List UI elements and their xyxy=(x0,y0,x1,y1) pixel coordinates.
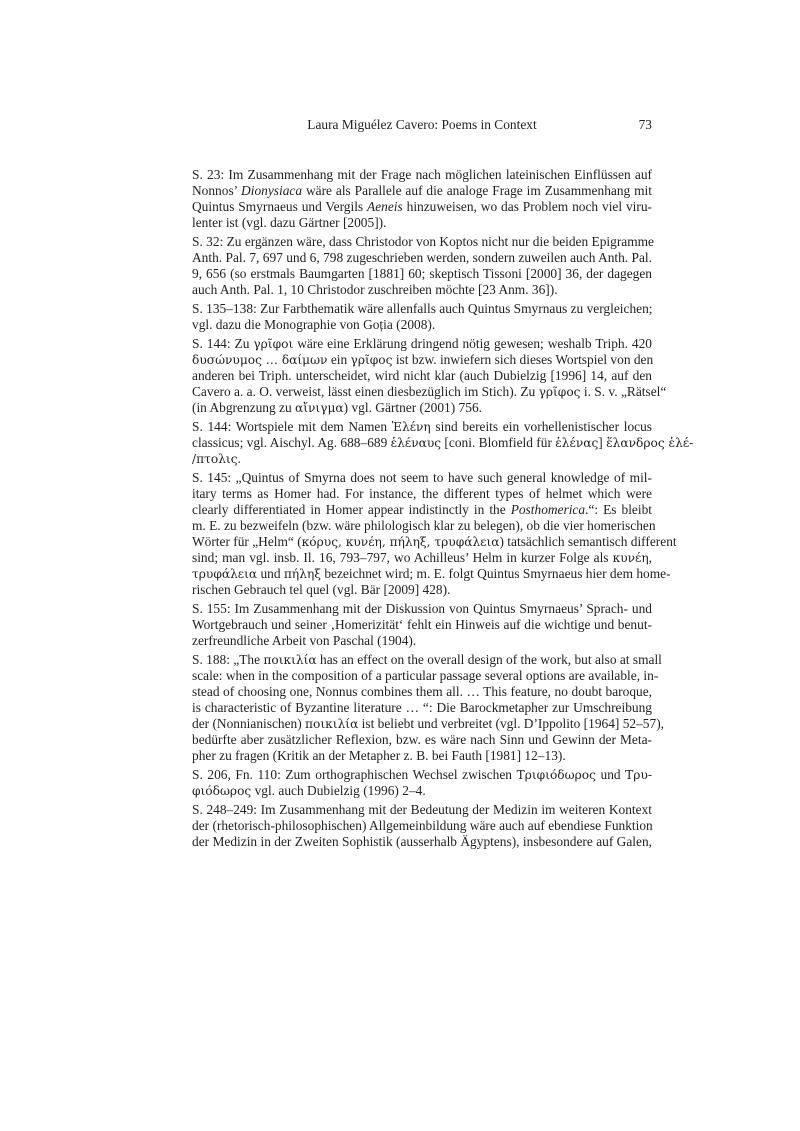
text-segment: Wortgebrauch und seiner ‚Homerizität‘ fehlt ein Hinweis auf die wichtige und benut- xyxy=(192,617,652,632)
text-segment: hinzuweisen, wo das Problem noch viel viru- xyxy=(402,199,652,214)
text-segment: vgl. dazu die Monographie von Goția (2008). xyxy=(192,317,436,332)
text-line xyxy=(192,802,652,818)
text-line xyxy=(192,550,652,566)
text-segment: .“: Es bleibt xyxy=(585,502,652,517)
text-line xyxy=(192,633,652,649)
text-line xyxy=(192,215,652,231)
text-segment: pher zu fragen (Kritik an der Metapher z. B. bei Fauth [1981] 12–13). xyxy=(192,748,566,763)
text-segment: S. 135–138: Zur Farbthematik wäre allenfalls auch Quintus Smyrnaus zu vergleichen; xyxy=(192,301,653,316)
text-line xyxy=(192,684,652,700)
text-segment: und xyxy=(257,566,284,581)
text-segment: ist bzw. inwiefern sich dieses Wortspiel von den xyxy=(392,352,654,367)
text-segment: S. 188: „The xyxy=(192,652,264,667)
text-segment: zerfreundliche Arbeit von Paschal (1904). xyxy=(192,633,417,648)
text-line xyxy=(192,384,667,400)
text-segment: classicus; vgl. Aischyl. Ag. 688–689 xyxy=(192,435,391,450)
greek-text: κυνέη xyxy=(612,551,649,565)
text-segment: S. 155: Im Zusammenhang mit der Diskussion von Quintus Smyrnaeus’ Sprach- und xyxy=(192,601,652,616)
text-segment: Quintus Smyrnaeus und Vergils xyxy=(192,199,368,214)
text-segment: scale: when in the composition of a particular passage several options are available, in- xyxy=(192,668,659,683)
italic-title: Posthomerica xyxy=(510,502,586,517)
italic-title: Dionysiaca xyxy=(241,183,303,198)
text-line xyxy=(192,748,652,764)
text-segment: Cavero a. a. O. verweist, lässt einen diesbezüglich im Stich). Zu xyxy=(192,384,539,399)
text-segment: is characteristic of Byzantine literature … “: Die Barockmetapher zur Umschreibung xyxy=(192,700,652,715)
text-line xyxy=(192,700,652,716)
text-line xyxy=(192,818,652,834)
text-segment: S. 144: Zu xyxy=(192,336,254,351)
text-line xyxy=(192,167,652,183)
review-note xyxy=(192,301,652,333)
review-note xyxy=(192,167,652,231)
text-segment: wäre eine Erklärung dringend nötig gewesen; weshalb Triph. 420 xyxy=(293,336,652,351)
running-title: Laura Miguélez Cavero: Poems in Context xyxy=(307,117,537,132)
text-line xyxy=(192,566,671,582)
running-header xyxy=(192,116,652,134)
text-segment: stead of choosing one, Nonnus combines them all. … This feature, no doubt baroque, xyxy=(192,684,652,699)
greek-text: /πτολις xyxy=(192,452,238,466)
text-line xyxy=(192,183,652,199)
text-segment: ) tatsächlich semantisch different xyxy=(499,534,677,549)
greek-text: αἴνιγμα xyxy=(295,401,344,415)
text-line xyxy=(192,199,652,215)
text-line xyxy=(192,336,652,352)
text-line xyxy=(192,301,652,317)
text-line xyxy=(192,767,652,783)
text-line xyxy=(192,601,652,617)
text-segment: itary terms as Homer had. For instance, the different types of helmet which were xyxy=(192,486,652,501)
text-segment: S. 206, Fn. 110: Zum orthographischen Wechsel zwischen xyxy=(192,767,517,782)
italic-title: Aeneis xyxy=(367,199,403,214)
review-note xyxy=(192,802,652,850)
greek-text: κόρυς, κυνέη, πήληξ, τρυφάλεια xyxy=(301,535,500,549)
review-note xyxy=(192,234,655,298)
greek-text: δυσώνυμος … δαίμων xyxy=(192,353,328,367)
text-segment: ein xyxy=(327,352,351,367)
text-line xyxy=(192,352,652,368)
greek-text: τρυφάλεια xyxy=(192,567,258,581)
text-line xyxy=(192,419,652,435)
text-segment: anderen bei Triph. unterscheidet, wird nicht klar (auch Dubielzig [1996] 14, auf den xyxy=(192,368,652,383)
greek-text: ἕλανδρος ἑλέ- xyxy=(606,436,694,450)
text-line xyxy=(192,668,659,684)
text-segment: und xyxy=(595,767,626,782)
text-line xyxy=(192,234,655,250)
text-line xyxy=(192,282,652,298)
text-segment: ist beliebt und verbreitet (vgl. D’Ippolito [1964] 52–57), xyxy=(358,716,665,731)
text-segment: vgl. auch Dubielzig (1996) 2–4. xyxy=(251,783,426,798)
greek-text: Τρυ- xyxy=(625,768,652,782)
text-segment: S. 248–249: Im Zusammenhang mit der Bedeutung der Medizin im weiteren Kontext xyxy=(192,802,652,817)
text-segment: has an effect on the overall design of the work, but also at small xyxy=(316,652,662,667)
text-segment: clearly differentiated in Homer appear indistinctly in the xyxy=(192,502,511,517)
text-line xyxy=(192,582,652,598)
text-segment: bedürfte aber zusätzlicher Reflexion, bzw. es wäre nach Sinn und Gewinn der Meta- xyxy=(192,732,652,747)
review-note xyxy=(192,419,694,467)
text-line xyxy=(192,783,652,799)
greek-text: Τριφιόδωρος xyxy=(516,768,596,782)
text-segment: ) vgl. Gärtner (2001) 756. xyxy=(343,400,482,415)
text-line xyxy=(192,652,662,668)
main-text xyxy=(192,167,694,853)
text-line xyxy=(192,368,652,384)
text-line xyxy=(192,266,652,282)
text-segment: sind bereits ein vorhellenistischer locus xyxy=(430,419,652,434)
text-segment: , xyxy=(648,550,652,565)
text-segment: rischen Gebrauch tel quel (vgl. Bär [2009] 428). xyxy=(192,582,451,597)
greek-text: ποικιλία xyxy=(305,717,359,731)
text-segment: . xyxy=(237,451,241,466)
text-line xyxy=(192,732,652,748)
text-line xyxy=(192,317,652,333)
text-segment: i. S. v. „Rätsel“ xyxy=(580,384,667,399)
page-number: 73 xyxy=(638,117,652,132)
text-line xyxy=(192,518,656,534)
review-note xyxy=(192,652,665,764)
text-segment: sind; man vgl. insb. Il. 16, 793–797, wo Achilleus’ Helm in kurzer Folge als xyxy=(192,550,613,565)
text-line xyxy=(192,435,694,451)
text-segment: (in Abgrenzung zu xyxy=(192,400,296,415)
text-segment: [coni. Blomfield für xyxy=(441,435,556,450)
text-segment: Nonnos’ xyxy=(192,183,242,198)
review-note xyxy=(192,470,677,598)
greek-text: Ἑλένη xyxy=(391,420,431,434)
text-line xyxy=(192,470,652,486)
text-line xyxy=(192,250,652,266)
text-line xyxy=(192,502,652,518)
review-note xyxy=(192,767,652,799)
greek-text: ποικιλία xyxy=(263,653,317,667)
text-line xyxy=(192,716,665,732)
greek-text: γρῖφος xyxy=(350,353,393,367)
text-segment: Wörter für „Helm“ ( xyxy=(192,534,302,549)
text-segment: ] xyxy=(598,435,607,450)
greek-text: φιόδωρος xyxy=(192,784,252,798)
greek-text: πήληξ xyxy=(283,567,321,581)
text-segment: der Medizin in der Zweiten Sophistik (ausserhalb Ägyptens), insbesondere auf Galen, xyxy=(192,834,652,849)
greek-text: γρῖφος xyxy=(538,385,581,399)
text-segment: S. 32: Zu ergänzen wäre, dass Christodor von Koptos nicht nur die beiden Epigramme xyxy=(192,234,655,249)
text-line xyxy=(192,834,652,850)
text-segment: lenter ist (vgl. dazu Gärtner [2005]). xyxy=(192,215,387,230)
review-note xyxy=(192,601,652,649)
text-segment: wäre als Parallele auf die analoge Frage im Zusammenhang mit xyxy=(302,183,652,198)
greek-text: γρῖφοι xyxy=(253,337,294,351)
text-segment: auch Anth. Pal. 1, 10 Christodor zuschreiben möchte [23 Anm. 36]). xyxy=(192,282,558,297)
greek-text: ἑλένας xyxy=(555,436,599,450)
text-segment: S. 23: Im Zusammenhang mit der Frage nach möglichen lateinischen Einflüssen auf xyxy=(192,167,652,182)
text-segment: Anth. Pal. 7, 697 und 6, 798 zugeschrieben werden, sondern zuweilen auch Anth. Pal. xyxy=(192,250,652,265)
text-line xyxy=(192,534,677,550)
text-segment: der (rhetorisch-philosophischen) Allgemeinbildung wäre auch auf ebendiese Funktion xyxy=(192,818,653,833)
text-segment: S. 144: Wortspiele mit dem Namen xyxy=(192,419,392,434)
text-line xyxy=(192,451,652,467)
text-line xyxy=(192,617,652,633)
text-line xyxy=(192,486,652,502)
greek-text: ἑλέναυς xyxy=(390,436,442,450)
text-segment: der (Nonnianischen) xyxy=(192,716,306,731)
text-segment: 9, 656 (so erstmals Baumgarten [1881] 60; skeptisch Tissoni [2000] 36, der dagegen xyxy=(192,266,652,281)
review-note xyxy=(192,336,667,416)
text-segment: m. E. zu bezweifeln (bzw. wäre philologisch klar zu belegen), ob die vier homerischen xyxy=(192,518,656,533)
text-line xyxy=(192,400,652,416)
text-segment: bezeichnet wird; m. E. folgt Quintus Smyrnaeus hier dem home- xyxy=(320,566,671,581)
text-segment: S. 145: „Quintus of Smyrna does not seem to have such general knowledge of mil- xyxy=(192,470,652,485)
